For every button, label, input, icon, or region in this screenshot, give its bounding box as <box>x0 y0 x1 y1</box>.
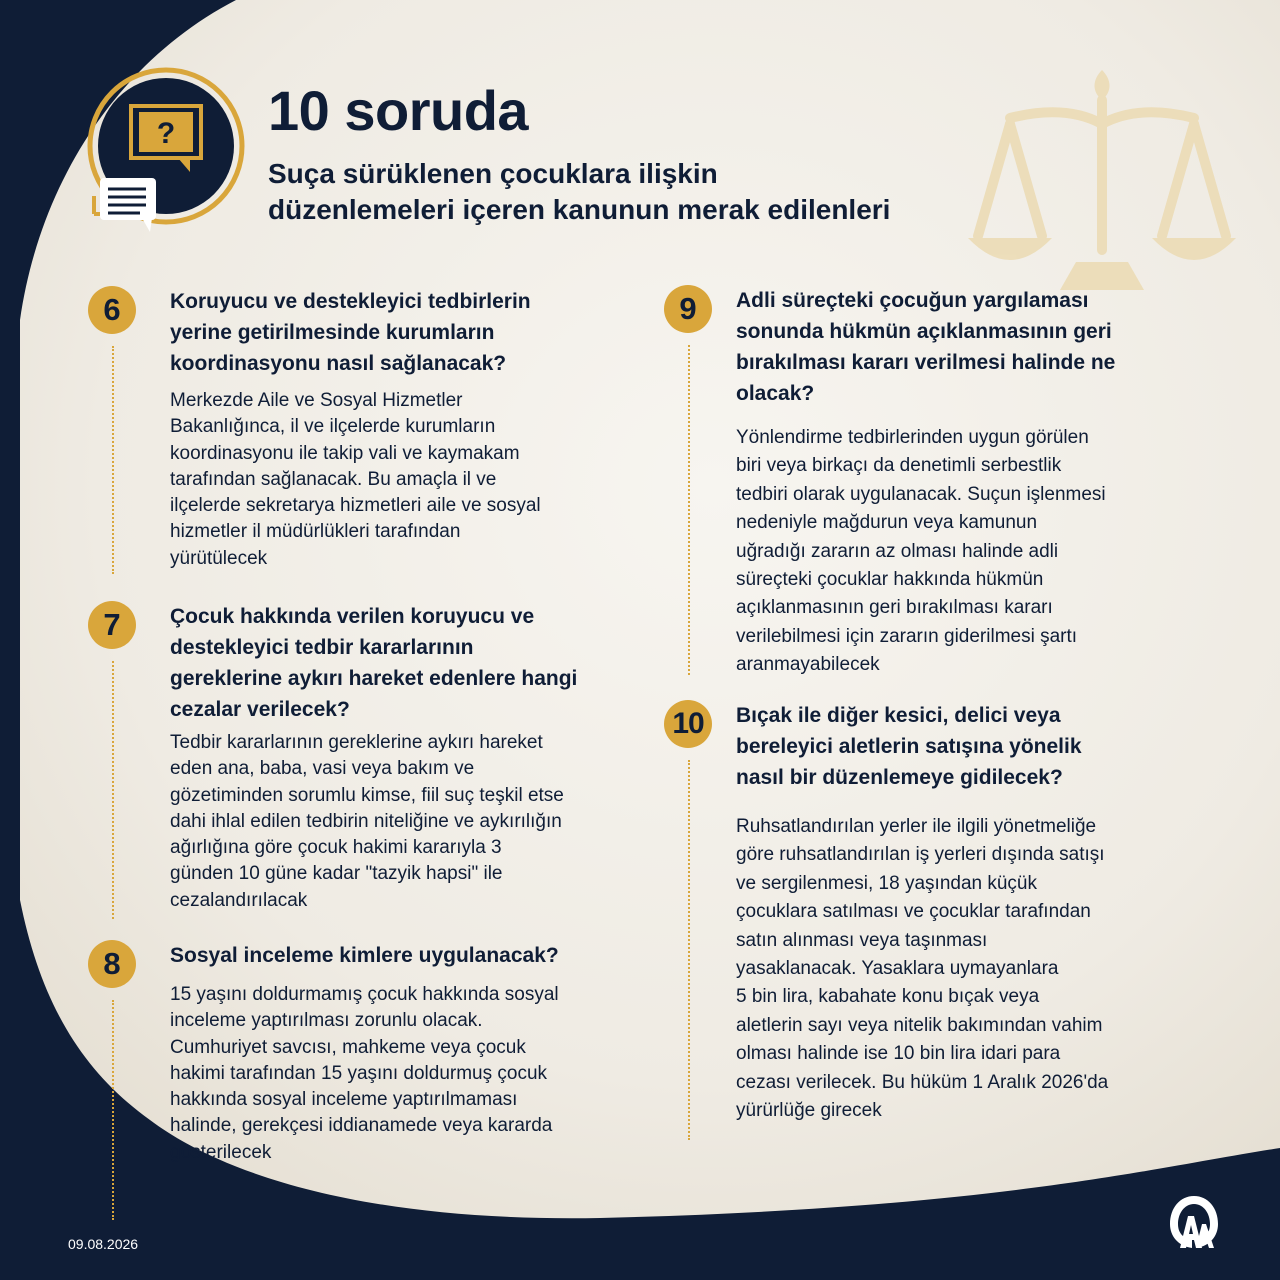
question-line: bereleyici aletlerin satışına yönelik <box>736 735 1082 758</box>
dotted-connector <box>112 1000 114 1220</box>
answer-line: hakkında sosyal inceleme yaptırılmaması <box>170 1089 518 1111</box>
question-line: Koruyucu ve destekleyici tedbirlerin <box>170 290 531 313</box>
question-line: koordinasyonu nasıl sağlanacak? <box>170 352 507 375</box>
answer-line: yürürlüğe girecek <box>736 1100 882 1122</box>
question-line: cezalar verilecek? <box>170 698 350 721</box>
answer-line: süreçteki çocuklar hakkında hükmün <box>736 569 1044 591</box>
answer-line: hakimi tarafından 15 yaşını doldurmuş çocuk <box>170 1062 548 1084</box>
dotted-connector <box>112 661 114 919</box>
answer-line: 5 bin lira, kabahate konu bıçak veya <box>736 986 1040 1008</box>
answer-line: ağırlığına göre çocuk hakimi kararıyla 3 <box>170 837 502 859</box>
question-line: bırakılması kararı verilmesi halinde ne <box>736 351 1116 374</box>
answer-line: Bakanlığınca, il ve ilçelerde kurumların <box>170 416 496 438</box>
dotted-connector <box>112 346 114 574</box>
page-title: 10 soruda <box>268 79 529 142</box>
dotted-connector <box>688 345 690 675</box>
answer-line: dahi ihlal edilen tedbirin niteliğine ve aykırılığın <box>170 810 562 832</box>
answer-line: Ruhsatlandırılan yerler ile ilgili yönetmeliğe <box>736 816 1097 837</box>
answer-line: yürütülecek <box>170 547 268 569</box>
answer-line: açıklanmasının geri bırakılması kararı <box>736 597 1053 619</box>
subtitle-line: Suça sürüklenen çocuklara ilişkin <box>268 158 718 189</box>
question-line: Adli süreçteki çocuğun yargılaması <box>736 289 1089 312</box>
number-badge: 9 <box>664 285 712 333</box>
answer-line: yasaklanacak. Yasaklara uymayanlara <box>736 958 1059 980</box>
svg-text:?: ? <box>156 117 176 150</box>
question-line: nasıl bir düzenlemeye gidilecek? <box>736 766 1063 789</box>
answer-text <box>170 730 564 914</box>
question-text <box>170 940 559 971</box>
answer-line: ve sergilenmesi, 18 yaşından küçük <box>736 872 1037 894</box>
answer-line: Yönlendirme tedbirlerinden uygun görülen <box>736 427 1089 448</box>
question-line: olacak? <box>736 382 815 405</box>
number-badge: 8 <box>88 940 136 988</box>
dotted-connector <box>688 760 690 1140</box>
answer-line: halinde, gerekçesi iddianamede veya kararda <box>170 1115 553 1137</box>
answer-line: hizmetler il müdürlükleri tarafından <box>170 521 461 543</box>
question-line: destekleyici tedbir kararlarının <box>170 636 474 659</box>
answer-line: Cumhuriyet savcısı, mahkeme veya çocuk <box>170 1036 526 1058</box>
answer-line: cezalandırılacak <box>170 889 308 911</box>
answer-line: Merkezde Aile ve Sosyal Hizmetler <box>170 390 463 411</box>
question-text <box>736 285 1115 409</box>
answer-line: koordinasyonu ile takip vali ve kaymakam <box>170 442 520 464</box>
number-badge: 6 <box>88 286 136 334</box>
answer-line: tarafından sağlanacak. Bu amaçla il ve <box>170 468 497 490</box>
question-line: sonunda hükmün açıklanmasının geri <box>736 320 1112 343</box>
question-line: gereklerine aykırı hareket edenlere hangi <box>170 667 578 690</box>
question-line: yerine getirilmesinde kurumların <box>170 321 495 344</box>
answer-text <box>736 813 1108 1125</box>
answer-line: günden 10 güne kadar "tazyik hapsi" ile <box>170 863 503 885</box>
answer-line: gösterilecek <box>170 1141 272 1163</box>
answer-line: cezası verilecek. Bu hüküm 1 Aralık 2026'da <box>736 1071 1109 1093</box>
answer-text <box>170 982 559 1166</box>
number-badge: 10 <box>664 700 712 748</box>
answer-line: aletlerin sayı veya nitelik bakımından vahim <box>736 1014 1103 1036</box>
answer-text <box>170 388 541 572</box>
answer-line: verilebilmesi için zararın giderilmesi şartı <box>736 625 1078 647</box>
answer-line: Tedbir kararlarının gereklerine aykırı hareket <box>170 732 543 753</box>
question-text <box>736 700 1082 793</box>
question-line: Bıçak ile diğer kesici, delici veya <box>736 704 1061 727</box>
answer-line: nedeniyle mağdurun veya kamunun <box>736 512 1038 534</box>
answer-line: göre ruhsatlandırılan iş yerleri dışında satışı <box>736 844 1105 866</box>
answer-line: 15 yaşını doldurmamış çocuk hakkında sosyal <box>170 984 559 1005</box>
answer-line: satın alınması veya taşınması <box>736 929 988 951</box>
answer-text <box>736 424 1106 680</box>
question-line: Çocuk hakkında verilen koruyucu ve <box>170 605 535 628</box>
publish-date: 09.08.2026 <box>68 1236 139 1252</box>
answer-line: uğradığı zararın az olması halinde adli <box>736 540 1059 562</box>
question-text <box>170 286 531 379</box>
answer-line: ilçelerde sekretarya hizmetleri aile ve sosyal <box>170 495 541 517</box>
aa-logo-icon <box>1166 1194 1222 1250</box>
answer-line: biri veya birkaçı da denetimli serbestlik <box>736 455 1062 477</box>
answer-line: olması halinde ise 10 bin lira idari para <box>736 1043 1061 1065</box>
answer-line: inceleme yaptırılması zorunlu olacak. <box>170 1010 483 1032</box>
answer-line: eden ana, baba, vasi veya bakım ve <box>170 758 475 780</box>
number-badge: 7 <box>88 601 136 649</box>
subtitle-line: düzenlemeleri içeren kanunun merak edilenleri <box>268 194 891 225</box>
answer-line: aranmayabilecek <box>736 654 880 676</box>
answer-line: çocuklara satılması ve çocuklar tarafından <box>736 901 1091 923</box>
question-text <box>170 601 577 725</box>
answer-line: gözetiminden sorumlu kimse, fiil suç teşkil etse <box>170 784 564 806</box>
answer-line: tedbiri olarak uygulanacak. Suçun işlenmesi <box>736 483 1106 505</box>
page-subtitle <box>268 156 1068 228</box>
question-line: Sosyal inceleme kimlere uygulanacak? <box>170 944 559 967</box>
